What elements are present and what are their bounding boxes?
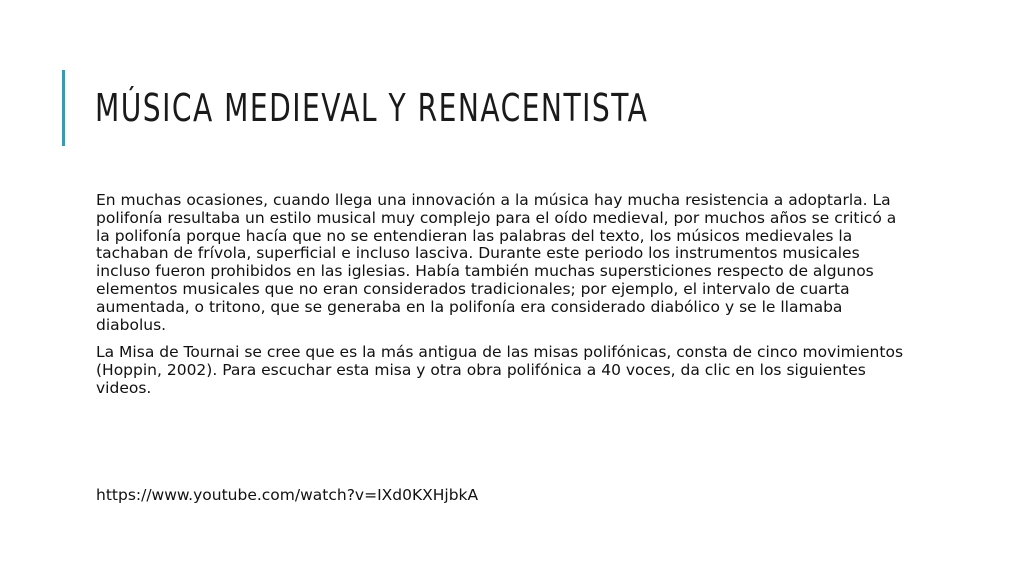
slide-title: MÚSICA MEDIEVAL Y RENACENTISTA: [95, 86, 649, 130]
body-paragraph-2: La Misa de Tournai se cree que es la más antigua de las misas polifónicas, consta de cinco movimientos (Hoppin, 2002). Para escuchar esta misa y otra obra polifónica a 40 voces, da clic en los siguientes videos.: [96, 343, 904, 397]
slide-body: [96, 192, 906, 408]
title-accent-bar: [62, 70, 65, 146]
body-paragraph-1: En muchas ocasiones, cuando llega una innovación a la música hay mucha resistencia a adoptarla. La polifonía resultaba un estilo musical muy complejo para el oído medieval, por muchos años se criticó a la polifonía porque hacía que no se entendieran las palabras del texto, los músicos medievales la tachaban de frívola, superficial e incluso lasciva. Durante este periodo los instrumentos musicales incluso fueron prohibidos en las iglesias. Había también muchas supersticiones respecto de algunos elementos musicales que no eran considerados tradicionales; por ejemplo, el intervalo de cuarta aumentada, o tritono, que se generaba en la polifonía era considerado diabólico y se le llamaba diabolus.: [96, 191, 897, 334]
youtube-video-link[interactable]: https://www.youtube.com/watch?v=IXd0KXHjbkA: [96, 486, 479, 504]
